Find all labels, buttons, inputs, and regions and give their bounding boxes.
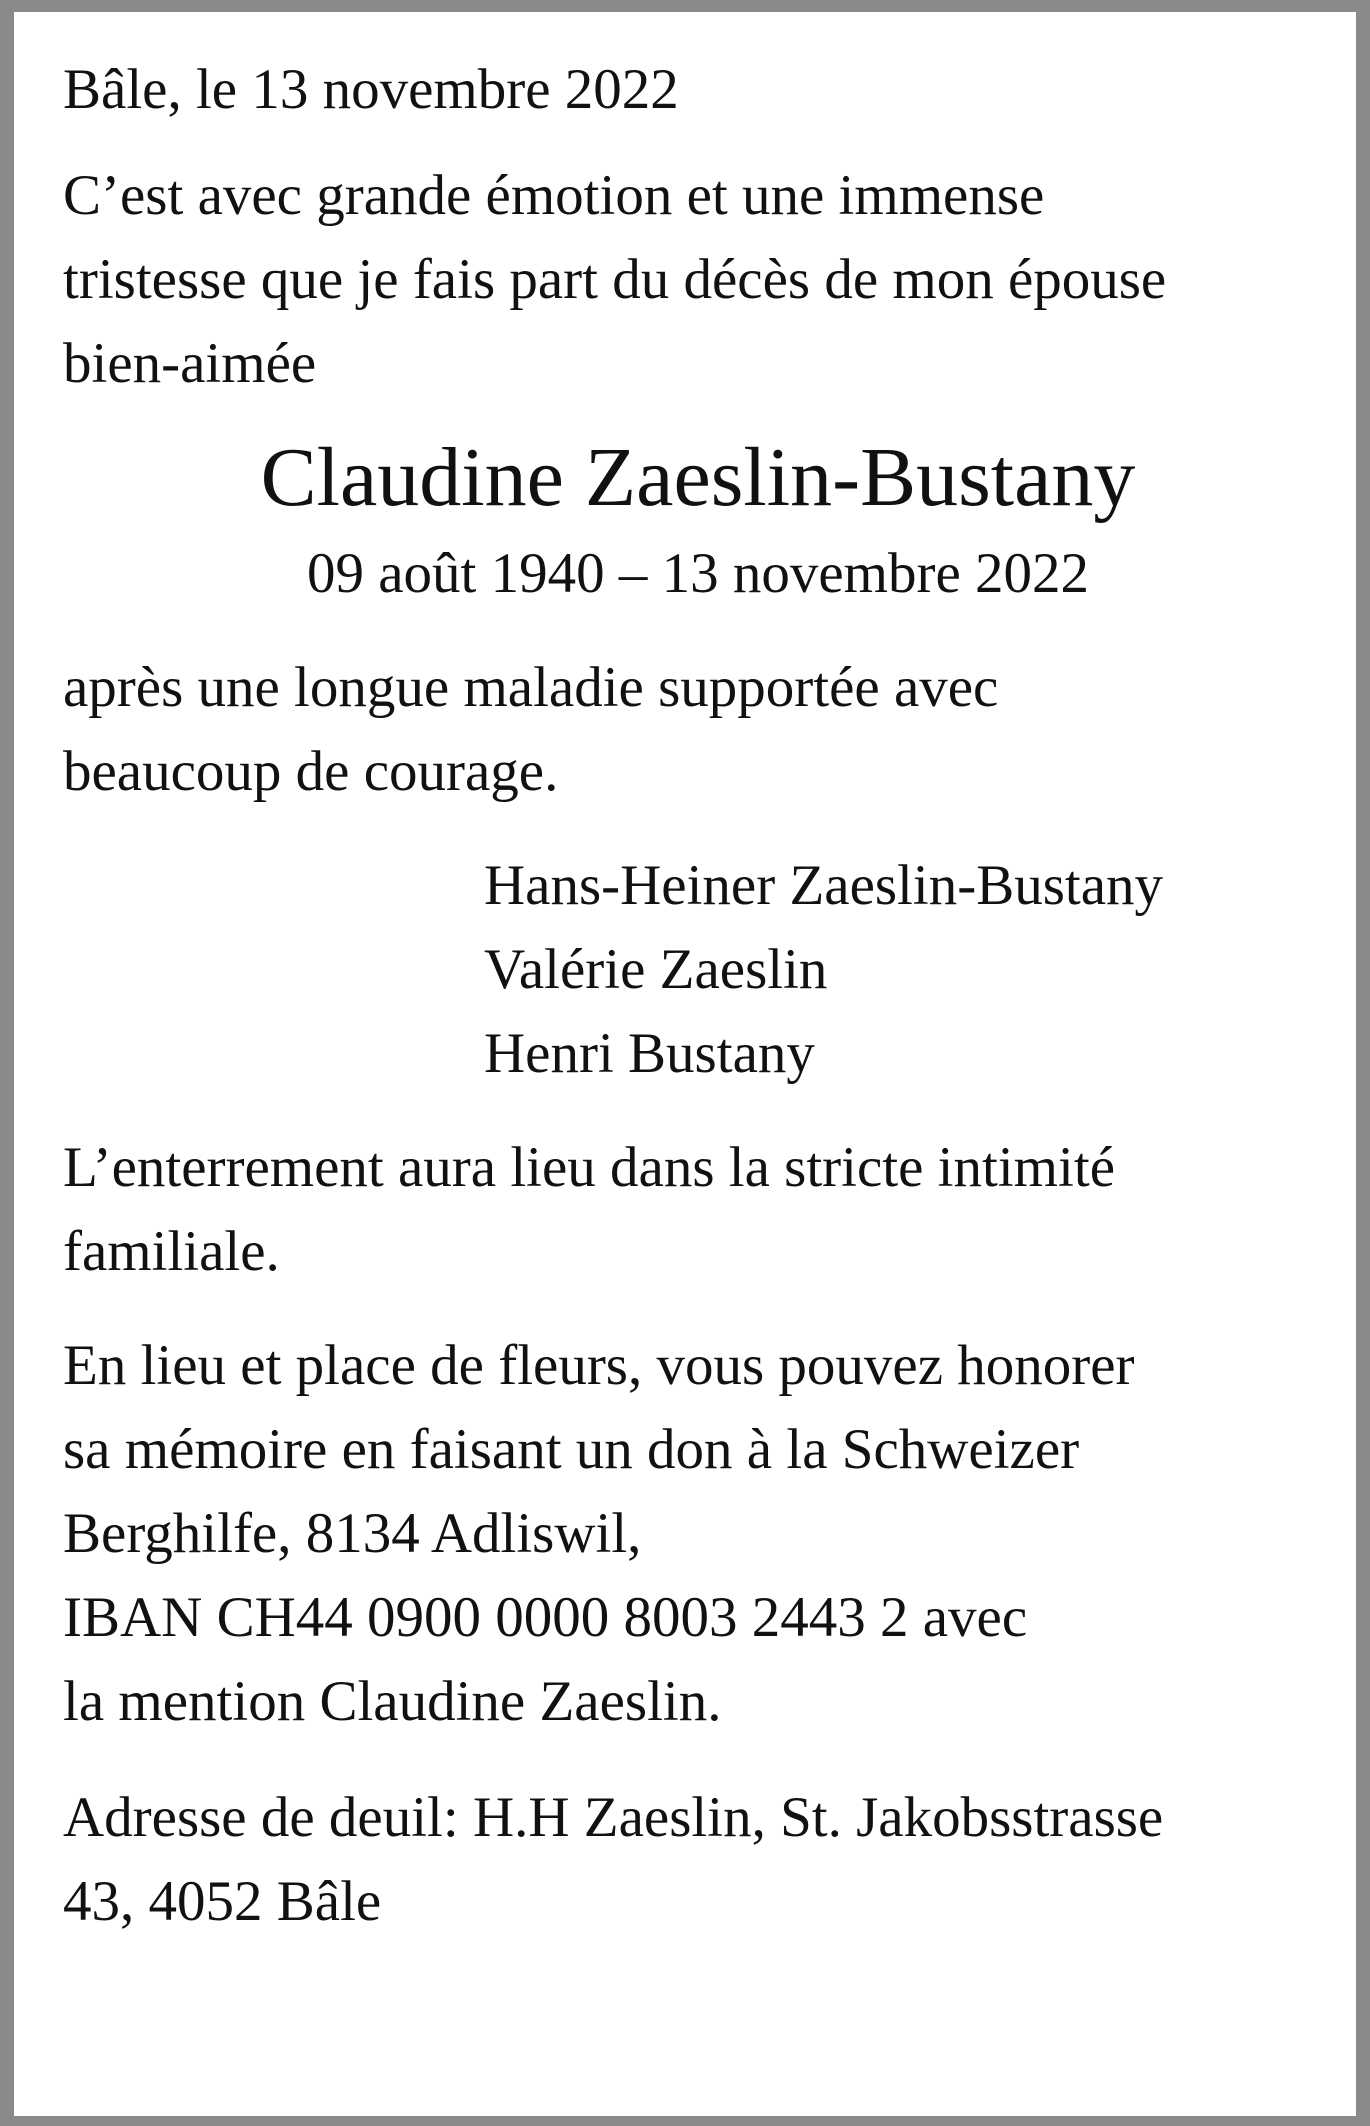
intro-paragraph [63, 154, 1353, 406]
deceased-name-text: Claudine Zaeslin-Bustany [260, 431, 1136, 524]
place-date-text: Bâle, le 13 novembre 2022 [63, 58, 679, 121]
lifespan-text: 09 août 1940 – 13 novembre 2022 [306, 542, 1090, 605]
donation-line: IBAN CH44 0900 0000 8003 2443 2 avec [63, 1586, 1028, 1649]
signatories-list [63, 844, 1353, 1096]
illness-line: après une longue maladie supportée avec [63, 656, 999, 719]
donation-line: En lieu et place de fleurs, vous pouvez honorer [63, 1334, 1135, 1397]
mourning-address [63, 1776, 1353, 1944]
deceased-name [63, 424, 1333, 532]
lifespan-dates [63, 532, 1333, 616]
address-line: 43, 4052 Bâle [63, 1870, 382, 1933]
donation-paragraph [63, 1324, 1353, 1744]
donation-line: sa mémoire en faisant un don à la Schweizer [63, 1418, 1080, 1481]
donation-line: Berghilfe, 8134 Adliswil, [63, 1502, 642, 1565]
intro-line: C’est avec grande émotion et une immense [63, 164, 1045, 227]
illness-line: beaucoup de courage. [63, 740, 559, 803]
place-date [63, 48, 1353, 132]
donation-line: la mention Claudine Zaeslin. [63, 1670, 722, 1733]
intro-line: bien-aimée [63, 332, 317, 395]
signatory-name: Hans-Heiner Zaeslin-Bustany [484, 854, 1164, 917]
burial-line: L’enterrement aura lieu dans la stricte intimité [63, 1136, 1115, 1199]
signatory-name: Henri Bustany [484, 1022, 815, 1085]
address-line: Adresse de deuil: H.H Zaeslin, St. Jakobsstrasse [63, 1786, 1164, 1849]
burial-paragraph [63, 1126, 1353, 1294]
burial-line: familiale. [63, 1220, 280, 1283]
illness-paragraph [63, 646, 1353, 814]
intro-line: tristesse que je fais part du décès de mon épouse [63, 248, 1167, 311]
signatory-name: Valérie Zaeslin [484, 938, 828, 1001]
obituary-notice [63, 48, 1353, 1944]
